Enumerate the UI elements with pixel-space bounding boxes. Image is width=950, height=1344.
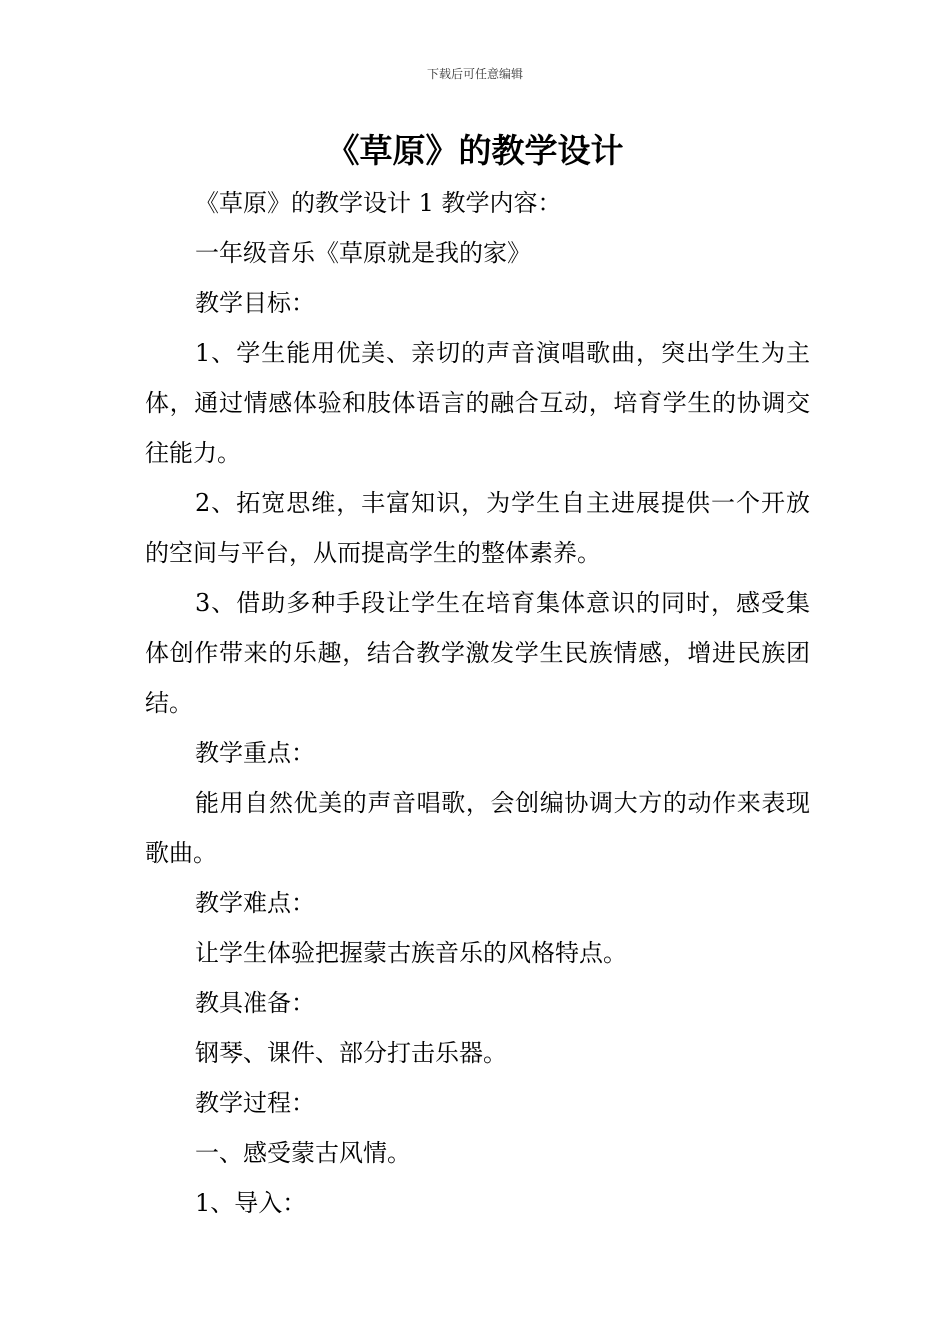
paragraph: 能用自然优美的声音唱歌，会创编协调大方的动作来表现歌曲。 — [145, 789, 810, 867]
paragraph: 教学难点： — [195, 889, 315, 917]
paragraph: 1、导入： — [195, 1189, 307, 1217]
paragraph: 一年级音乐《草原就是我的家》 — [195, 239, 531, 267]
header-note: 下载后可任意编辑 — [426, 67, 523, 81]
paragraph: 教学重点： — [195, 739, 315, 767]
paragraph: 《草原》的教学设计 1 教学内容： — [195, 189, 562, 217]
paragraph: 钢琴、课件、部分打击乐器。 — [195, 1039, 507, 1067]
paragraph: 教具准备： — [195, 989, 315, 1017]
paragraph: 一、感受蒙古风情。 — [195, 1139, 411, 1167]
paragraph: 1、学生能用优美、亲切的声音演唱歌曲，突出学生为主体，通过情感体验和肢体语言的融合互动，培育学生的协调交往能力。 — [145, 339, 810, 467]
paragraph: 2、拓宽思维，丰富知识，为学生自主进展提供一个开放的空间与平台，从而提高学生的整体素养。 — [145, 489, 810, 567]
paragraph: 让学生体验把握蒙古族音乐的风格特点。 — [195, 939, 627, 967]
paragraph: 3、借助多种手段让学生在培育集体意识的同时，感受集体创作带来的乐趣，结合教学激发学生民族情感，增进民族团结。 — [145, 589, 810, 717]
paragraph: 教学目标： — [195, 289, 315, 317]
document-title: 《草原》的教学设计 — [326, 131, 624, 170]
paragraph: 教学过程： — [195, 1089, 315, 1117]
document-body — [145, 178, 810, 1228]
